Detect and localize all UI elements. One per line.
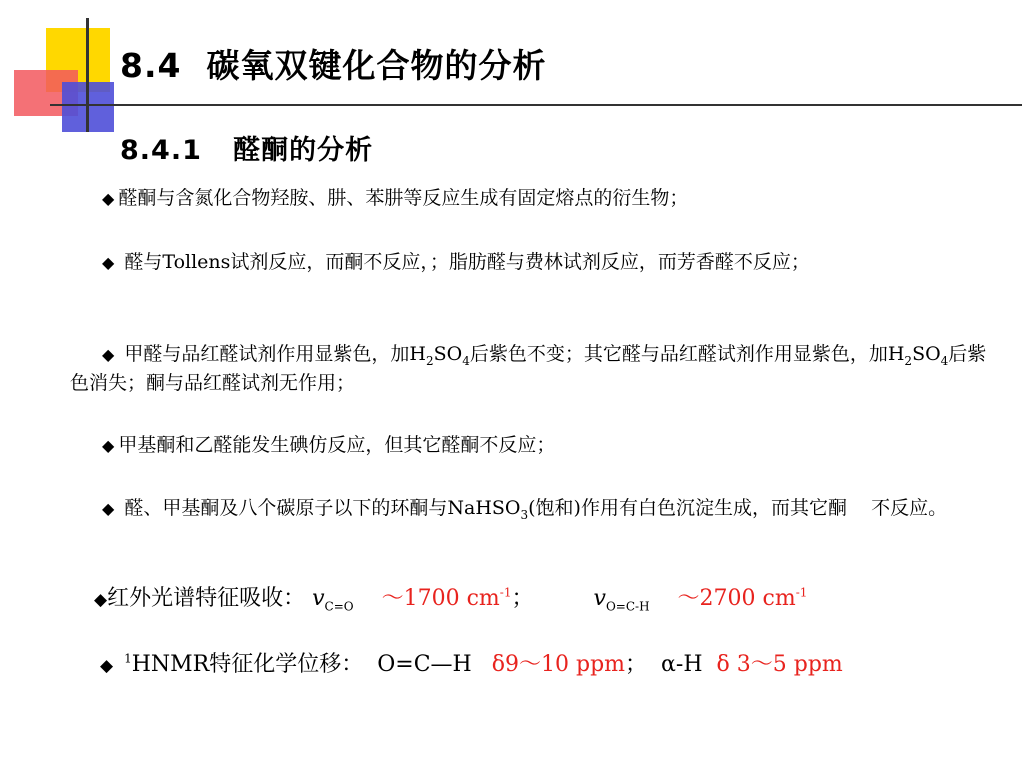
nmr-superscript: 1	[124, 651, 132, 666]
nmr-group-aldehyde: O=C—H	[377, 652, 472, 677]
paragraph-text-a: 醛、甲基酮及八个碳原子以下的环酮与	[124, 497, 448, 519]
ir-absorption-line	[94, 584, 1014, 615]
paragraph-text-b: 后紫色不变；其它醛与品红醛试剂作用显紫色，加	[469, 343, 888, 365]
paragraph-text-a: 甲醛与品红醛试剂作用显紫色，加	[124, 343, 410, 365]
ir-nu-symbol: v	[593, 586, 606, 611]
subtitle-number: 8.4.1	[120, 135, 202, 166]
tollens-text: Tollens	[162, 251, 231, 273]
h2so4-formula: $H_2SO_4$	[409, 343, 470, 368]
paragraph-text-pre: 醛与	[124, 251, 163, 273]
nmr-shift-line	[100, 650, 1020, 681]
bullet-diamond-icon: ◆	[102, 345, 115, 364]
bullet-diamond-icon: ◆	[102, 499, 115, 518]
nmr-value-aldehyde: δ9～10 ppm	[491, 652, 626, 677]
section-subtitle	[120, 128, 373, 167]
paragraph-derivatives	[70, 184, 1000, 213]
nmr-group-alpha: α-H	[661, 652, 703, 677]
ir-nu-symbol: v	[312, 586, 325, 611]
ir-value-och: ～2700 $cm^{-1}$	[677, 585, 808, 611]
title-text: 碳氧双键化合物的分析	[206, 46, 547, 85]
paragraph-text-c: 后紫色消失；酮与品红醛试剂无作用；	[70, 343, 987, 394]
nmr-separator: ；	[625, 652, 648, 677]
h2so4-formula: $H_2SO_4$	[887, 343, 949, 368]
ir-label: 红外光谱特征吸收：	[107, 586, 306, 611]
title-divider	[50, 104, 1022, 106]
bullet-diamond-icon: ◆	[102, 189, 115, 208]
bullet-diamond-icon: ◆	[100, 656, 114, 676]
logo-vertical-line	[86, 18, 89, 132]
paragraph-text-post: 试剂反应，而酮不反应，；脂肪醛与费林试剂反应，而芳香醛不反应；	[230, 251, 810, 273]
ir-subscript-co: C=O	[324, 599, 354, 614]
nmr-label: HNMR特征化学位移：	[131, 652, 364, 677]
logo-decoration	[0, 0, 140, 140]
title-number: 8.4	[120, 46, 182, 85]
ir-subscript-och: O=C-H	[605, 599, 650, 614]
bullet-diamond-icon: ◆	[102, 253, 115, 272]
paragraph-text: 甲基酮和乙醛能发生碘仿反应，但其它醛酮不反应；	[118, 434, 556, 456]
paragraph-text-c: 不反应。	[871, 497, 948, 519]
paragraph-tollens	[70, 248, 1000, 277]
paragraph-bisulfite	[70, 494, 1000, 523]
paragraph-iodoform	[70, 431, 1000, 460]
subtitle-text: 醛酮的分析	[233, 135, 374, 166]
paragraph-fuchsin	[70, 340, 1000, 398]
page-title	[120, 40, 546, 87]
bullet-diamond-icon: ◆	[94, 590, 108, 610]
ir-separator: ；	[511, 586, 534, 611]
paragraph-text: 醛酮与含氮化合物羟胺、肼、苯肼等反应生成有固定熔点的衍生物；	[118, 187, 689, 209]
paragraph-text-b: (饱和)作用有白色沉淀生成，而其它酮	[528, 497, 847, 519]
nahso3-formula: NaHSO$_3$	[447, 497, 529, 522]
nmr-value-alpha: δ 3～5 ppm	[716, 652, 843, 677]
ir-value-co: ～1700 $cm^{-1}$	[381, 585, 512, 611]
bullet-diamond-icon: ◆	[102, 436, 115, 455]
